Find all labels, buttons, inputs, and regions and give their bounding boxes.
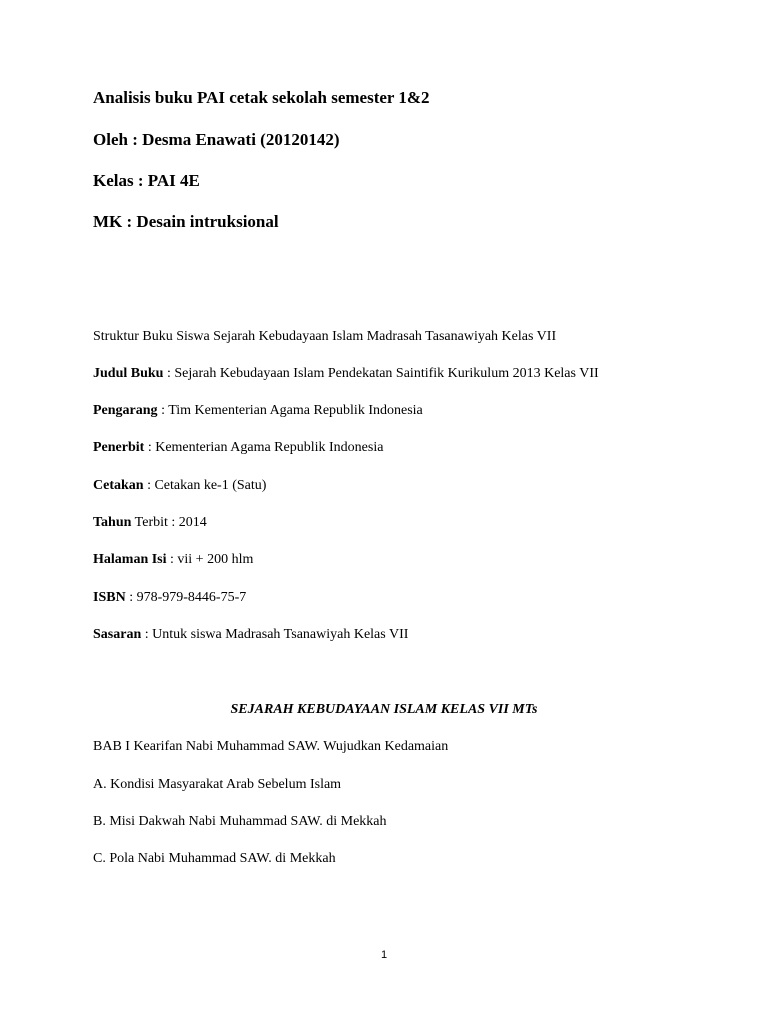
field-title bbox=[93, 365, 599, 383]
field-year-label: Tahun bbox=[93, 515, 132, 530]
field-title-value: : Sejarah Kebudayaan Islam Pendekatan Saintifik Kurikulum 2013 Kelas VII bbox=[163, 366, 599, 381]
field-pages bbox=[93, 551, 253, 569]
field-isbn bbox=[93, 589, 246, 607]
author-line: Oleh : Desma Enawati (20120142) bbox=[93, 130, 340, 149]
field-target-value: : Untuk siswa Madrasah Tsanawiyah Kelas VII bbox=[141, 627, 409, 642]
field-title-label: Judul Buku bbox=[93, 366, 164, 381]
field-author-label: Pengarang bbox=[93, 403, 158, 418]
field-year-value: Terbit : 2014 bbox=[131, 515, 207, 530]
page-number: 1 bbox=[380, 949, 388, 961]
document-title: Analisis buku PAI cetak sekolah semester 1&2 bbox=[93, 88, 430, 107]
field-edition-value: : Cetakan ke-1 (Satu) bbox=[143, 478, 267, 493]
field-pages-value: : vii + 200 hlm bbox=[166, 552, 254, 567]
chapter-item-a: A. Kondisi Masyarakat Arab Sebelum Islam bbox=[93, 777, 342, 792]
field-publisher-value: : Kementerian Agama Republik Indonesia bbox=[144, 440, 384, 455]
field-author bbox=[93, 402, 423, 420]
section-title: SEJARAH KEBUDAYAAN ISLAM KELAS VII MTs bbox=[230, 702, 538, 717]
chapter-item-c: C. Pola Nabi Muhammad SAW. di Mekkah bbox=[93, 851, 336, 866]
class-line: Kelas : PAI 4E bbox=[93, 171, 200, 190]
field-target-label: Sasaran bbox=[93, 627, 142, 642]
field-publisher bbox=[93, 439, 383, 457]
field-year bbox=[93, 514, 207, 532]
field-edition-label: Cetakan bbox=[93, 478, 144, 493]
book-structure: Struktur Buku Siswa Sejarah Kebudayaan Islam Madrasah Tasanawiyah Kelas VII bbox=[93, 329, 557, 344]
course-line: MK : Desain intruksional bbox=[93, 212, 279, 231]
field-edition bbox=[93, 477, 266, 495]
field-isbn-value: : 978-979-8446-75-7 bbox=[125, 590, 247, 605]
field-target bbox=[93, 626, 408, 644]
field-pages-label: Halaman Isi bbox=[93, 552, 167, 567]
chapter-heading: BAB I Kearifan Nabi Muhammad SAW. Wujudkan Kedamaian bbox=[93, 739, 449, 754]
chapter-item-b: B. Misi Dakwah Nabi Muhammad SAW. di Mekkah bbox=[93, 814, 387, 829]
field-author-value: : Tim Kementerian Agama Republik Indonesia bbox=[157, 403, 423, 418]
field-isbn-label: ISBN bbox=[93, 590, 126, 605]
field-publisher-label: Penerbit bbox=[93, 440, 145, 455]
